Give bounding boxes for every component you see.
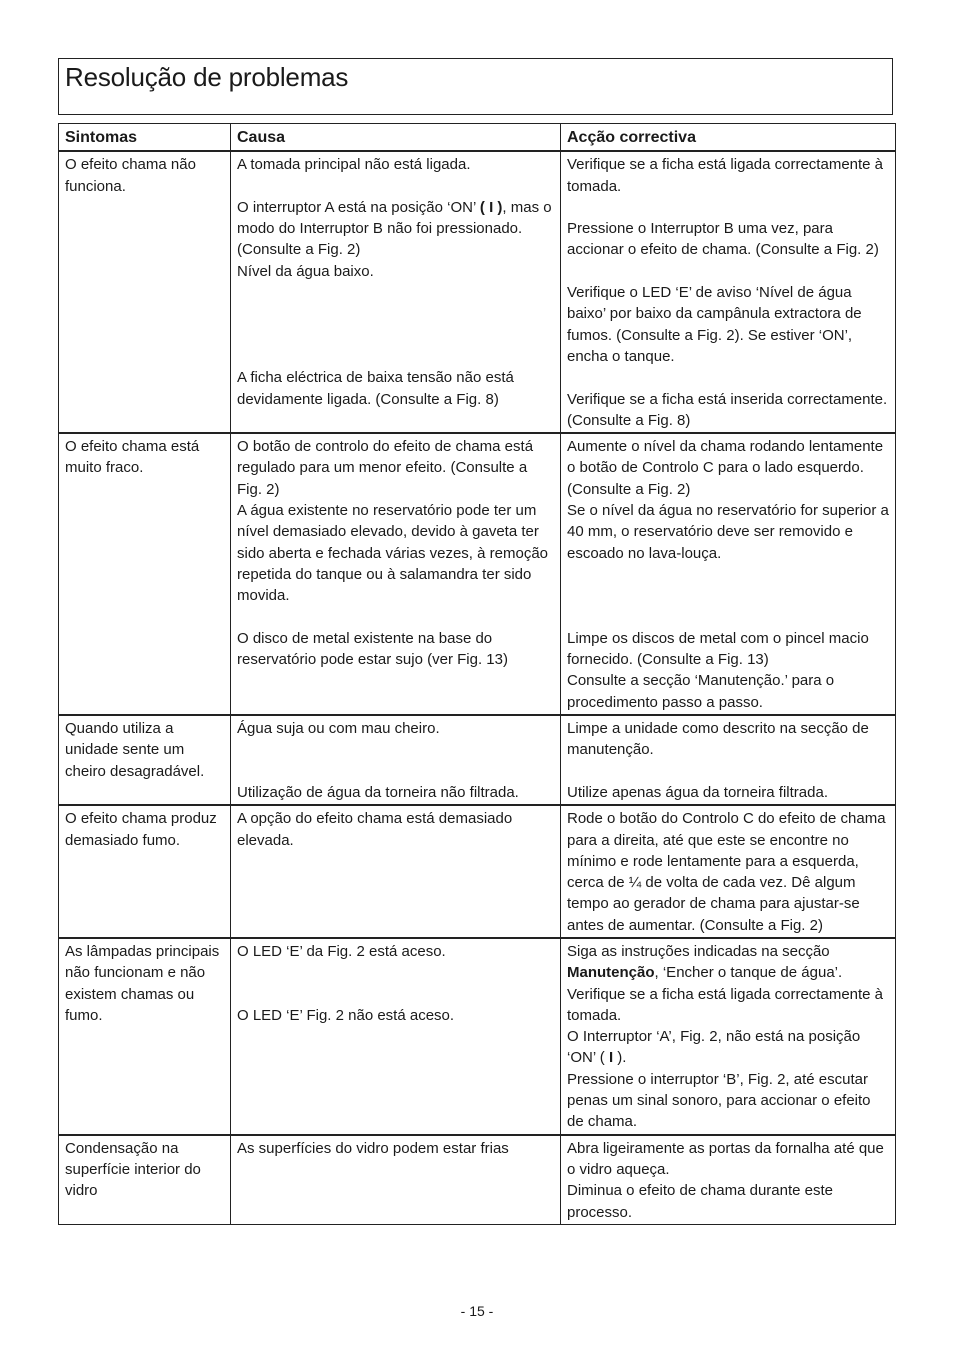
header-cause: Causa <box>231 124 561 152</box>
action-cell <box>561 715 896 805</box>
action-text: Verifique se a ficha está ligada correctamente à tomada. <box>567 985 884 1024</box>
symptom-cell: O efeito chama está muito fraco. <box>59 433 231 715</box>
header-action: Acção correctiva <box>561 124 896 152</box>
header-symptoms: Sintomas <box>59 124 231 152</box>
cause-text: As superfícies do vidro podem estar frias <box>237 1139 509 1157</box>
cause-text: O LED ‘E’ Fig. 2 não está aceso. <box>237 1006 455 1024</box>
action-text: Verifique o LED ‘E’ de aviso ‘Nível de água baixo’ por baixo da campânula extractora de fumos. (Consulte a Fig. 2). Se estiver ‘ON’, encha o tanque. <box>567 284 862 365</box>
action-cell <box>561 1135 896 1225</box>
cause-text: A água existente no reservatório pode ter um nível demasiado elevado, devido à gaveta ter sido aberta e fechada várias vezes, à remoção repetida do tanque ou à salamandra ter sido movida. <box>237 502 549 605</box>
action-text: Aumente o nível da chama rodando lentamente o botão de Controlo C para o lado esquerdo. (Consulte a Fig. 2) <box>567 438 884 498</box>
cause-text: Utilização de água da torneira não filtrada. <box>237 783 519 801</box>
action-text: Utilize apenas água da torneira filtrada. <box>567 783 828 801</box>
cause-text: O LED ‘E’ da Fig. 2 está aceso. <box>237 942 446 960</box>
table-row <box>59 805 896 938</box>
cause-cell <box>231 938 561 1135</box>
action-text: Siga as instruções indicadas na secção Manutenção, ‘Encher o tanque de água’. <box>567 942 843 982</box>
action-text: O Interruptor ‘A’, Fig. 2, não está na posição ‘ON’ ( I ). <box>567 1028 861 1067</box>
cause-text: A opção do efeito chama está demasiado elevada. <box>237 810 513 849</box>
table-row <box>59 433 896 715</box>
action-text: Consulte a secção ‘Manutenção.’ para o procedimento passo a passo. <box>567 672 835 711</box>
cause-cell <box>231 151 561 433</box>
action-text: Diminua o efeito de chama durante este processo. <box>567 1182 833 1221</box>
table-row <box>59 715 896 805</box>
action-text: Abra ligeiramente as portas da fornalha até que o vidro aqueça. <box>567 1139 884 1178</box>
action-cell <box>561 151 896 433</box>
symptom-cell: Condensação na superfície interior do vidro <box>59 1135 231 1225</box>
cause-text: O botão de controlo do efeito de chama está regulado para um menor efeito. (Consulte a Fig. 2) <box>237 438 534 498</box>
table-row <box>59 1135 896 1225</box>
action-text: Se o nível da água no reservatório for superior a 40 mm, o reservatório deve ser removido e escoado no lava-louça. <box>567 502 889 562</box>
cause-text: Água suja ou com mau cheiro. <box>237 720 440 738</box>
symptom-cell: Quando utiliza a unidade sente um cheiro desagradável. <box>59 715 231 805</box>
action-text: Pressione o Interruptor B uma vez, para accionar o efeito de chama. (Consulte a Fig. 2) <box>567 220 879 259</box>
page-number: - 15 - <box>460 1303 494 1319</box>
table-row <box>59 151 896 433</box>
cause-text: A ficha eléctrica de baixa tensão não está devidamente ligada. (Consulte a Fig. 8) <box>237 369 514 408</box>
table-row <box>59 938 896 1135</box>
symptom-cell: O efeito chama produz demasiado fumo. <box>59 805 231 938</box>
title-box <box>58 58 893 115</box>
action-text: Limpe a unidade como descrito na secção de manutenção. <box>567 720 869 759</box>
table-header-row <box>59 124 896 152</box>
action-cell <box>561 938 896 1135</box>
cause-text: A tomada principal não está ligada. <box>237 156 471 174</box>
symptom-cell: As lâmpadas principais não funcionam e não existem chamas ou fumo. <box>59 938 231 1135</box>
action-text: Pressione o interruptor ‘B’, Fig. 2, até escutar penas um sinal sonoro, para accionar o efeito de chama. <box>567 1070 871 1131</box>
action-text: Verifique se a ficha está ligada correctamente à tomada. <box>567 156 884 195</box>
cause-cell <box>231 715 561 805</box>
cause-text: Nível da água baixo. <box>237 262 374 280</box>
page-title: Resolução de problemas <box>65 62 349 92</box>
symptom-cell: O efeito chama não funciona. <box>59 151 231 433</box>
action-cell <box>561 433 896 715</box>
cause-cell <box>231 433 561 715</box>
cause-cell <box>231 1135 561 1225</box>
action-text: Limpe os discos de metal com o pincel macio fornecido. (Consulte a Fig. 13) <box>567 629 869 669</box>
cause-text: O disco de metal existente na base do reservatório pode estar sujo (ver Fig. 13) <box>237 629 508 669</box>
action-cell <box>561 805 896 938</box>
troubleshooting-table <box>58 123 896 1225</box>
action-text: Rode o botão do Controlo C do efeito de chama para a direita, até que este se encontre no mínimo e rode lentamente para a esquerda, cerca de ¼ de volta de cada vez. Dê algum tempo ao gerador de chama para ajustar-se antes de aumentar. (Consulte a Fig. 2) <box>567 810 886 934</box>
cause-text: O interruptor A está na posição ‘ON’ ( I ), mas o modo do Interruptor B não foi pressionado. (Consulte a Fig. 2) <box>237 198 552 259</box>
action-text: Verifique se a ficha está inserida correctamente. (Consulte a Fig. 8) <box>567 390 888 429</box>
cause-cell <box>231 805 561 938</box>
